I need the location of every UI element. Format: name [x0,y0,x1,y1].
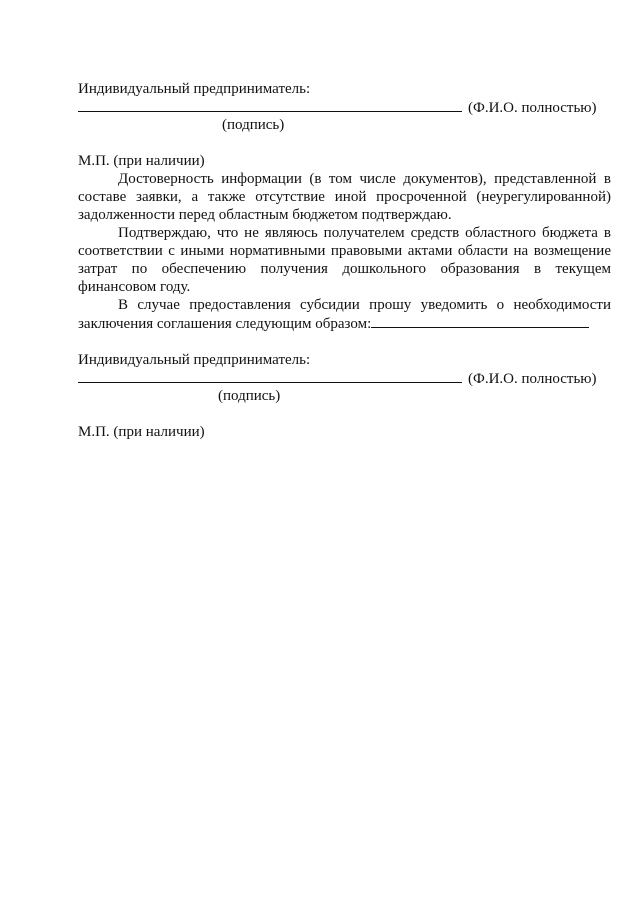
notification-method-blank[interactable] [371,314,589,328]
stamp-note: М.П. (при наличии) [78,153,205,169]
signature-row [78,98,611,116]
entrepreneur-heading-2: Индивидуальный предприниматель: [78,352,311,368]
fio-signature-blank-2[interactable] [78,369,462,383]
paragraph-not-recipient-confirmation: Подтверждаю, что не являюсь получателем средств областного бюджета в соответствии с иными нормативными правовыми актами области на возмещение затрат по обеспечению получения дошкольного образования в текущем финансовом году. [78,225,611,295]
document-body [78,80,611,441]
signature-row-2 [78,369,611,387]
notification-request-text: В случае предоставления субсидии прошу уведомить о необходимости заключения соглашения следующим образом: [78,297,611,332]
paragraph-notification-request [78,296,611,333]
fio-signature-blank[interactable] [78,98,462,112]
paragraph-accuracy-confirmation: Достоверность информации (в том числе документов), представленной в составе заявки, а также отсутствие иной просроченной (неурегулированной) задолженности перед областным бюджетом подтверждаю. [78,171,611,223]
signature-caption: (подпись) [222,117,285,133]
fio-label: (Ф.И.О. полностью) [468,100,597,116]
entrepreneur-heading: Индивидуальный предприниматель: [78,81,311,97]
fio-label-2: (Ф.И.О. полностью) [468,371,597,387]
stamp-note-2: М.П. (при наличии) [78,424,205,440]
signature-caption-2: (подпись) [218,388,281,404]
